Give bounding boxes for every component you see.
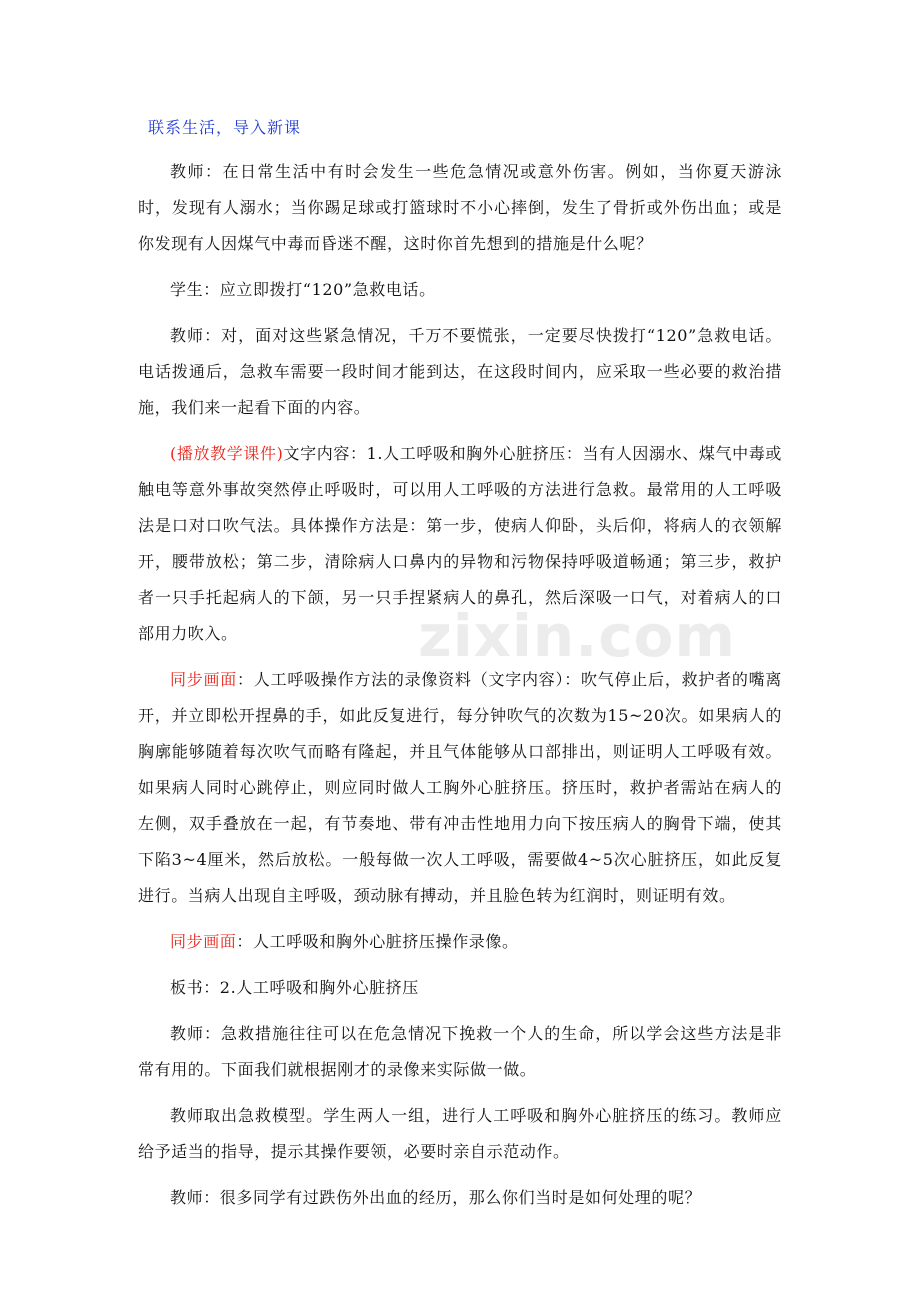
sync-screen-label: 同步画面 <box>170 670 238 689</box>
paragraph-text: 教师：急救措施往往可以在危急情况下挽救一个人的生命，所以学会这些方法是非常有用的。下面我们就根据刚才的录像来实际做一做。 <box>138 1024 782 1079</box>
paragraph-courseware <box>138 436 782 652</box>
paragraph-sync-video-2 <box>138 924 782 960</box>
paragraph-teacher-practice <box>138 1016 782 1088</box>
paragraph-teacher-question <box>138 1180 782 1216</box>
sync-screen-label: 同步画面 <box>170 932 237 951</box>
paragraph-text: ：人工呼吸操作方法的录像资料（文字内容）：吹气停止后，救护者的嘴离开，并立即松开捏鼻的手，如此反复进行，每分钟吹气的次数为15~20次。如果病人的胸廓能够随着每次吹气而略有隆起，并且气体能够从口部排出，则证明人工呼吸有效。如果病人同时心跳停止，则应同时做人工胸外心脏挤压。挤压时，救护者需站在病人的左侧，双手叠放在一起，有节奏地、带有冲击性地用力向下按压病人的胸骨下端，使其下陷3~4厘米，然后放松。一般每做一次人工呼吸，需要做4~5次心脏挤压，如此反复进行。当病人出现自主呼吸，颈动脉有搏动，并且脸色转为红润时，则证明有效。 <box>138 670 782 905</box>
courseware-label: (播放教学课件) <box>170 444 284 463</box>
paragraph-text: 学生：应立即拨打“120”急救电话。 <box>170 280 436 299</box>
paragraph-student-answer <box>138 272 782 308</box>
paragraph-text: 板书：2.人工呼吸和胸外心脏挤压 <box>170 978 419 997</box>
paragraph-blackboard <box>138 970 782 1006</box>
paragraph-text: 文字内容：1.人工呼吸和胸外心脏挤压：当有人因溺水、煤气中毒或触电等意外事故突然停止呼吸时，可以用人工呼吸的方法进行急救。最常用的人工呼吸法是口对口吹气法。具体操作方法是：第一步，使病人仰卧，头后仰，将病人的衣领解开，腰带放松；第二步，清除病人口鼻内的异物和污物保持呼吸道畅通；第三步，救护者一只手托起病人的下颌，另一只手捏紧病人的鼻孔，然后深吸一口气，对着病人的口部用力吹入。 <box>138 444 782 643</box>
paragraph-text: 教师：对，面对这些紧急情况，千万不要慌张，一定要尽快拨打“120”急救电话。电话拨通后，急救车需要一段时间才能到达，在这段时间内，应采取一些必要的救治措施，我们来一起看下面的内容。 <box>138 326 782 417</box>
paragraph-model-exercise <box>138 1098 782 1170</box>
paragraph-teacher-intro <box>138 154 782 262</box>
watermark: zixin.com <box>418 602 736 670</box>
paragraph-text: 教师：很多同学有过跌伤外出血的经历，那么你们当时是如何处理的呢？ <box>170 1188 702 1207</box>
paragraph-text: ：人工呼吸和胸外心脏挤压操作录像。 <box>236 932 519 951</box>
paragraph-text: 教师：在日常生活中有时会发生一些危急情况或意外伤害。例如，当你夏天游泳时，发现有人溺水；当你踢足球或打篮球时不小心摔倒，发生了骨折或外伤出血；或是你发现有人因煤气中毒而昏迷不醒，这时你首先想到的措施是什么呢？ <box>138 162 782 253</box>
paragraph-text: 教师取出急救模型。学生两人一组，进行人工呼吸和胸外心脏挤压的练习。教师应给予适当的指导，提示其操作要领，必要时亲自示范动作。 <box>138 1106 782 1161</box>
section-heading: 联系生活，导入新课 <box>148 118 302 137</box>
document-body <box>138 116 782 1226</box>
paragraph-sync-video-1 <box>138 662 782 914</box>
paragraph-teacher-response <box>138 318 782 426</box>
